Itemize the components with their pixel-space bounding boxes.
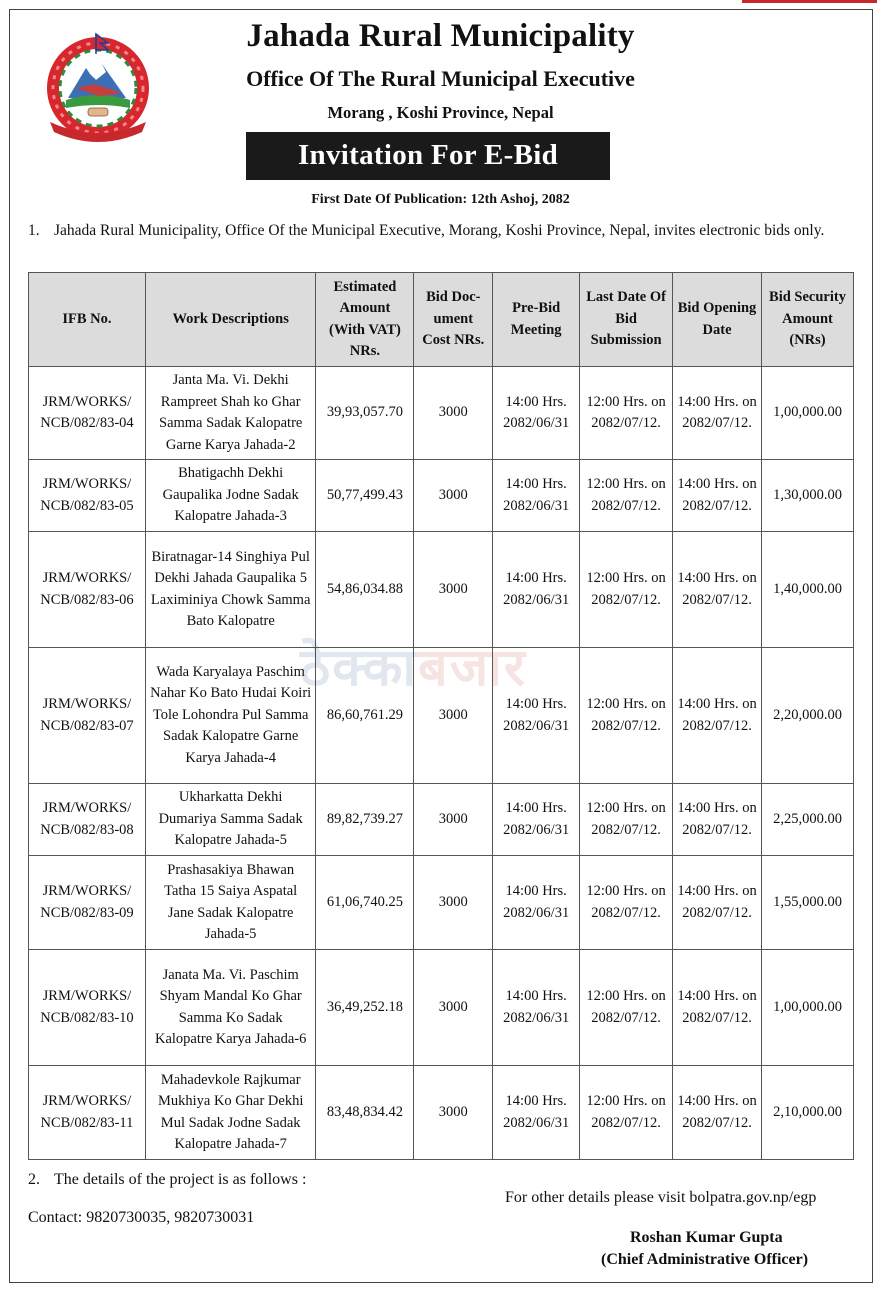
header-bid-security-amount: Bid Security Amount (NRs)	[762, 273, 854, 367]
cell-estimated-amount: 89,82,739.27	[316, 784, 414, 856]
cell-opening-date: 14:00 Hrs. on 2082/07/12.	[673, 460, 762, 532]
cell-last-submission: 12:00 Hrs. on 2082/07/12.	[580, 460, 673, 532]
cell-ifb-no: JRM/WORKS/ NCB/082/83-05	[29, 460, 146, 532]
table-row	[29, 950, 854, 1066]
cell-document-cost: 3000	[414, 1066, 493, 1160]
details-paragraph	[28, 1171, 306, 1189]
notice-banner: Invitation For E-Bid	[246, 132, 610, 180]
intro-paragraph	[28, 220, 855, 241]
cell-pre-bid-meeting: 14:00 Hrs. 2082/06/31	[493, 532, 580, 648]
cell-security-amount: 1,55,000.00	[762, 856, 854, 950]
header-work-descriptions: Work Descriptions	[145, 273, 316, 367]
table-header-row	[29, 273, 854, 367]
cell-estimated-amount: 39,93,057.70	[316, 367, 414, 460]
cell-work-description: Janta Ma. Vi. Dekhi Rampreet Shah ko Ghar Samma Sadak Kalopatre Garne Karya Jahada-2	[145, 367, 316, 460]
cell-work-description: Biratnagar-14 Singhiya Pul Dekhi Jahada Gaupalika 5 Laximiniya Chowk Samma Bato Kalopatre	[145, 532, 316, 648]
cell-ifb-no: JRM/WORKS/ NCB/082/83-11	[29, 1066, 146, 1160]
cell-ifb-no: JRM/WORKS/ NCB/082/83-09	[29, 856, 146, 950]
contact-line: Contact: 9820730035, 9820730031	[28, 1209, 255, 1226]
cell-ifb-no: JRM/WORKS/ NCB/082/83-08	[29, 784, 146, 856]
cell-estimated-amount: 86,60,761.29	[316, 648, 414, 784]
cell-estimated-amount: 54,86,034.88	[316, 532, 414, 648]
table-row	[29, 1066, 854, 1160]
cell-document-cost: 3000	[414, 460, 493, 532]
cell-opening-date: 14:00 Hrs. on 2082/07/12.	[673, 648, 762, 784]
cell-opening-date: 14:00 Hrs. on 2082/07/12.	[673, 950, 762, 1066]
cell-opening-date: 14:00 Hrs. on 2082/07/12.	[673, 532, 762, 648]
cell-pre-bid-meeting: 14:00 Hrs. 2082/06/31	[493, 367, 580, 460]
cell-work-description: Janata Ma. Vi. Paschim Shyam Mandal Ko Ghar Samma Ko Sadak Kalopatre Karya Jahada-6	[145, 950, 316, 1066]
office-title: Office Of The Rural Municipal Executive	[246, 66, 635, 91]
header-estimated-amount: Estimated Amount (With VAT) NRs.	[316, 273, 414, 367]
header-last-date-submission: Last Date Of Bid Submission	[580, 273, 673, 367]
details-number: 2.	[28, 1171, 40, 1188]
details-text: The details of the project is as follows :	[54, 1171, 307, 1188]
cell-security-amount: 2,20,000.00	[762, 648, 854, 784]
intro-text: Jahada Rural Municipality, Office Of the Municipal Executive, Morang, Koshi Province, Nepal, invites electronic bids only.	[54, 222, 825, 239]
municipality-title: Jahada Rural Municipality	[246, 18, 635, 54]
cell-last-submission: 12:00 Hrs. on 2082/07/12.	[580, 532, 673, 648]
publication-date: 12th Ashoj, 2082	[470, 192, 570, 207]
table-row	[29, 460, 854, 532]
cell-last-submission: 12:00 Hrs. on 2082/07/12.	[580, 367, 673, 460]
location-line: Morang , Koshi Province, Nepal	[327, 103, 554, 122]
cell-document-cost: 3000	[414, 950, 493, 1066]
cell-security-amount: 2,10,000.00	[762, 1066, 854, 1160]
publication-line	[0, 192, 881, 208]
cell-pre-bid-meeting: 14:00 Hrs. 2082/06/31	[493, 784, 580, 856]
cell-pre-bid-meeting: 14:00 Hrs. 2082/06/31	[493, 648, 580, 784]
cell-pre-bid-meeting: 14:00 Hrs. 2082/06/31	[493, 950, 580, 1066]
cell-security-amount: 2,25,000.00	[762, 784, 854, 856]
header-bid-opening-date: Bid Opening Date	[673, 273, 762, 367]
cell-document-cost: 3000	[414, 784, 493, 856]
cell-last-submission: 12:00 Hrs. on 2082/07/12.	[580, 648, 673, 784]
header-bid-document-cost: Bid Doc-ument Cost NRs.	[414, 273, 493, 367]
cell-pre-bid-meeting: 14:00 Hrs. 2082/06/31	[493, 856, 580, 950]
top-accent-bar	[742, 0, 877, 3]
cell-work-description: Bhatigachh Dekhi Gaupalika Jodne Sadak Kalopatre Jahada-3	[145, 460, 316, 532]
cell-opening-date: 14:00 Hrs. on 2082/07/12.	[673, 367, 762, 460]
signatory-name: Roshan Kumar Gupta	[630, 1229, 783, 1246]
cell-document-cost: 3000	[414, 648, 493, 784]
intro-number: 1.	[28, 222, 40, 239]
cell-last-submission: 12:00 Hrs. on 2082/07/12.	[580, 950, 673, 1066]
cell-pre-bid-meeting: 14:00 Hrs. 2082/06/31	[493, 1066, 580, 1160]
cell-estimated-amount: 36,49,252.18	[316, 950, 414, 1066]
cell-work-description: Prashasakiya Bhawan Tatha 15 Saiya Aspatal Jane Sadak Kalopatre Jahada-5	[145, 856, 316, 950]
cell-opening-date: 14:00 Hrs. on 2082/07/12.	[673, 1066, 762, 1160]
other-details-line: For other details please visit bolpatra.gov.np/egp	[505, 1189, 817, 1206]
cell-security-amount: 1,40,000.00	[762, 532, 854, 648]
cell-last-submission: 12:00 Hrs. on 2082/07/12.	[580, 856, 673, 950]
cell-security-amount: 1,00,000.00	[762, 950, 854, 1066]
cell-work-description: Ukharkatta Dekhi Dumariya Samma Sadak Kalopatre Jahada-5	[145, 784, 316, 856]
signatory-title: (Chief Administrative Officer)	[601, 1251, 809, 1268]
cell-opening-date: 14:00 Hrs. on 2082/07/12.	[673, 784, 762, 856]
cell-pre-bid-meeting: 14:00 Hrs. 2082/06/31	[493, 460, 580, 532]
cell-estimated-amount: 83,48,834.42	[316, 1066, 414, 1160]
publication-label: First Date Of Publication:	[311, 192, 468, 207]
bids-table	[28, 272, 854, 1160]
table-row	[29, 532, 854, 648]
cell-ifb-no: JRM/WORKS/ NCB/082/83-06	[29, 532, 146, 648]
table-row	[29, 367, 854, 460]
cell-work-description: Wada Karyalaya Paschim Nahar Ko Bato Hudai Koiri Tole Lohondra Pul Samma Sadak Kalopatre Garne Karya Jahada-4	[145, 648, 316, 784]
cell-ifb-no: JRM/WORKS/ NCB/082/83-10	[29, 950, 146, 1066]
cell-document-cost: 3000	[414, 367, 493, 460]
cell-document-cost: 3000	[414, 532, 493, 648]
cell-estimated-amount: 50,77,499.43	[316, 460, 414, 532]
cell-security-amount: 1,30,000.00	[762, 460, 854, 532]
table-row	[29, 856, 854, 950]
cell-security-amount: 1,00,000.00	[762, 367, 854, 460]
cell-ifb-no: JRM/WORKS/ NCB/082/83-04	[29, 367, 146, 460]
cell-last-submission: 12:00 Hrs. on 2082/07/12.	[580, 784, 673, 856]
cell-ifb-no: JRM/WORKS/ NCB/082/83-07	[29, 648, 146, 784]
cell-opening-date: 14:00 Hrs. on 2082/07/12.	[673, 856, 762, 950]
cell-work-description: Mahadevkole Rajkumar Mukhiya Ko Ghar Dekhi Mul Sadak Jodne Sadak Kalopatre Jahada-7	[145, 1066, 316, 1160]
header-ifb-no: IFB No.	[29, 273, 146, 367]
table-row	[29, 784, 854, 856]
watermark-part1: ठेक्का	[300, 638, 418, 698]
header-pre-bid-meeting: Pre-Bid Meeting	[493, 273, 580, 367]
cell-estimated-amount: 61,06,740.25	[316, 856, 414, 950]
table-row	[29, 648, 854, 784]
cell-document-cost: 3000	[414, 856, 493, 950]
cell-last-submission: 12:00 Hrs. on 2082/07/12.	[580, 1066, 673, 1160]
watermark-part2: बजार	[417, 638, 527, 698]
